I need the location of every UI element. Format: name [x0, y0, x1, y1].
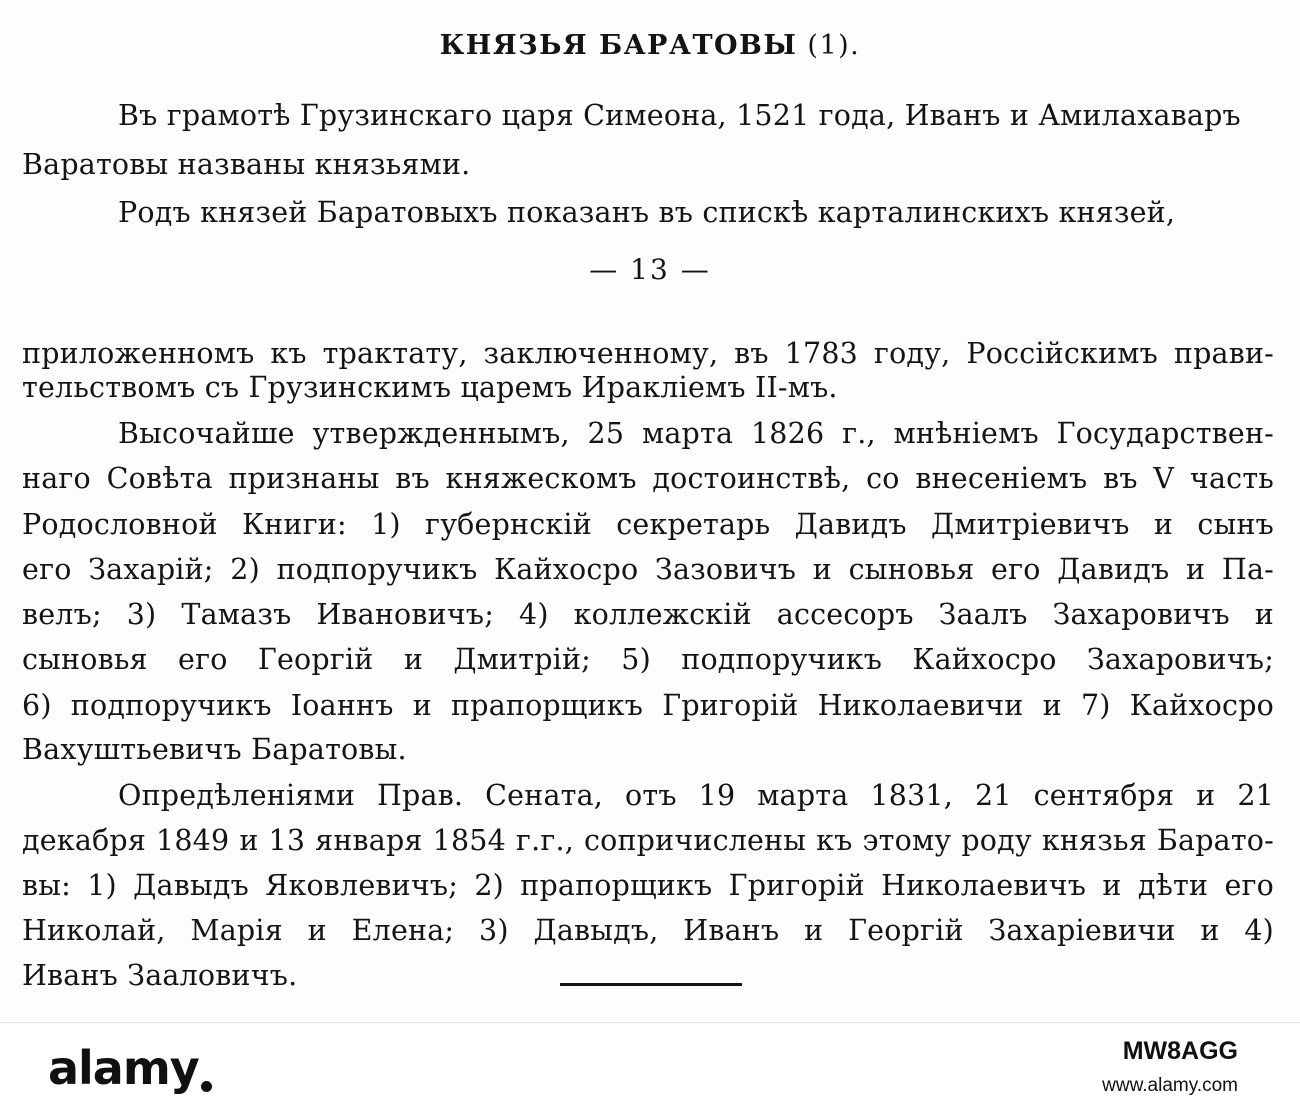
text-line: наго Совѣта признаны въ княжескомъ достоинствѣ, со внесеніемъ въ V часть: [22, 462, 1274, 495]
text-line: Высочайше утвержденнымъ, 25 марта 1826 г., мнѣніемъ Государствен-: [118, 417, 1274, 450]
text-line: декабря 1849 и 13 января 1854 г.г., сопричислены къ этому роду князья Барато-: [22, 824, 1274, 857]
text-line: 6) подпоручикъ Іоаннъ и прапорщикъ Григорій Николаевичи и 7) Кайхосро: [22, 689, 1274, 722]
text-line: Въ грамотѣ Грузинскаго царя Симеона, 1521 года, Иванъ и Амилахаваръ: [118, 99, 1241, 132]
section-end-rule: [560, 983, 742, 986]
text-line: велъ; 3) Тамазъ Ивановичъ; 4) коллежскій ассесоръ Заалъ Захаровичъ и: [22, 598, 1274, 631]
text-line: его Захарій; 2) подпоручикъ Кайхосро Зазовичъ и сыновья его Давидъ и Па-: [22, 553, 1274, 586]
document-title: [0, 30, 1300, 61]
text-line: Родословной Книги: 1) губернскій секретарь Давидъ Дмитріевичъ и сынъ: [22, 508, 1274, 541]
text-line: Родъ князей Баратовыхъ показанъ въ спискѣ карталинскихъ князей,: [118, 196, 1176, 229]
text-line: Николай, Марія и Елена; 3) Давыдъ, Иванъ и Георгій Захаріевичи и 4): [22, 914, 1274, 947]
text-line: Опредѣленіями Прав. Сената, отъ 19 марта 1831, 21 сентября и 21: [118, 779, 1274, 812]
watermark-footer: [0, 1022, 1300, 1111]
title-text: КНЯЗЬЯ БАРАТОВЫ: [439, 30, 798, 61]
text-line: приложенномъ къ трактату, заключенному, въ 1783 году, Россійскимъ прави-: [22, 337, 1274, 370]
page-number: — 13 —: [589, 253, 711, 286]
text-line: тельствомъ съ Грузинскимъ царемъ Иракліемъ II-мъ.: [22, 371, 838, 404]
logo-dot-icon: [201, 1081, 212, 1092]
text-line: Варатовы названы князьями.: [22, 148, 471, 181]
text-line: Вахуштьевичъ Баратовы.: [22, 733, 407, 766]
image-id: MW8AGG: [1122, 1037, 1238, 1065]
text-line: сыновья его Георгій и Дмитрій; 5) подпоручикъ Кайхосро Захаровичъ;: [22, 643, 1274, 676]
watermark-url: www.alamy.com: [1102, 1075, 1238, 1096]
title-footnote-mark: (1).: [797, 30, 861, 61]
alamy-logo: [48, 1041, 212, 1095]
text-line: вы: 1) Давыдъ Яковлевичъ; 2) прапорщикъ Григорій Николаевичъ и дѣти его: [22, 869, 1274, 902]
logo-text: alamy: [48, 1041, 199, 1095]
text-line: Иванъ Заaловичъ.: [22, 959, 298, 992]
